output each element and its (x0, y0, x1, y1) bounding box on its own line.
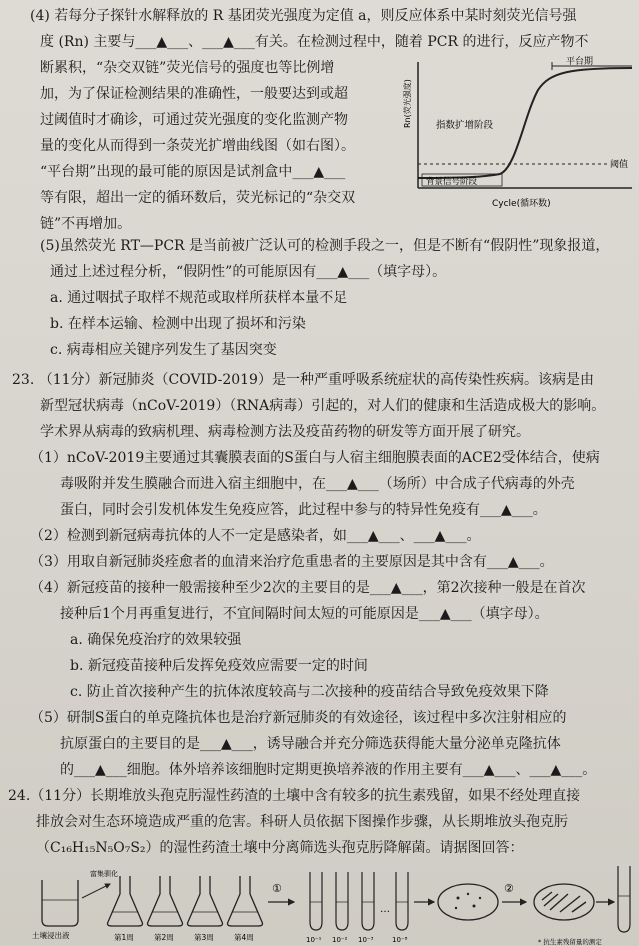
threshold-label: 阈值 (610, 160, 629, 170)
q22-4-line6: 量的变化从而得到一条荧光扩增曲线图（如右图）。 (40, 138, 355, 154)
q22-4-line9: 链”不再增加。 (40, 216, 132, 232)
y-axis-label: Rn(荧光强度) (403, 79, 412, 128)
q24-line3: （C₁₆H₁₅N₅O₇S₂）的湿性药渣土壤中分离筛选头孢克肟降解菌。请据图回答： (36, 840, 524, 856)
flask1-label: 第1周 (114, 933, 134, 942)
q22-5-option-a: a. 通过咽拭子取样不规范或取样所获样本量不足 (50, 290, 348, 306)
ellipsis-icon: … (380, 904, 390, 915)
q23-intro3: 学术界从病毒的致病机理、病毒检测方法及疫苗药物的研发等方面开展了研究。 (40, 424, 530, 440)
flask-week1-icon (108, 876, 143, 926)
q22-4-line4: 加，为了保证检测结果的准确性，一般要达到或超 (40, 86, 348, 102)
q22-5-line2: 通过上述过程分析，“假阴性”的可能原因有___▲___（填字母）。 (50, 264, 447, 280)
dilution-3: 10⁻³ (358, 936, 374, 944)
footnote-label: * 抗生素残留量的测定 (538, 938, 602, 946)
q23-intro1: 23. （11分）新冠肺炎（COVID-2019）是一种严重呼吸系统症状的高传染性疾病。该病是由 (12, 372, 594, 388)
final-test-tube-icon (618, 866, 630, 932)
q23-p1-line2: 毒吸附并发生膜融合而进入宿主细胞中，在___▲___（场所）中合成子代病毒的外壳 (60, 476, 575, 492)
flask-week2-icon (148, 876, 183, 926)
q22-4-line7: “平台期”出现的最可能的原因是试剂盒中___▲___ (40, 164, 346, 180)
test-tube-3-icon (362, 872, 374, 930)
plateau-label: 平台期 (566, 57, 594, 67)
dilution-1: 10⁻¹ (306, 936, 322, 944)
petri-dish-colonies-icon (438, 884, 498, 920)
transfer-arrow (82, 884, 110, 898)
flask2-label: 第2周 (154, 933, 174, 942)
dilution-4: 10⁻⁸ (392, 936, 408, 944)
transfer-label: 富集驯化 (90, 870, 118, 878)
q22-4-line8: 等有限，超出一定的循环数后，荧光标记的“杂交双 (40, 190, 356, 206)
q22-4-line3: 断累积，“杂交双链”荧光信号的强度也等比例增 (40, 60, 335, 76)
q23-intro2: 新型冠状病毒（nCoV-2019）（RNA病毒）引起的，对人们的健康和生活造成极大的影响。 (40, 398, 606, 414)
q23-p1-line3: 蛋白，同时会引发机体发生免疫应答，此过程中参与的特异性免疫有___▲___。 (60, 502, 547, 518)
q23-p2: （2）检测到新冠病毒抗体的人不一定是感染者，如___▲___、___▲___。 (30, 528, 481, 544)
q23-p1-line1: （1）nCoV-2019主要通过其囊膜表面的S蛋白与人宿主细胞膜表面的ACE2受体结合，使病 (30, 450, 600, 466)
q23-p4-line1: （4）新冠疫苗的接种一般需接种至少2次的主要目的是___▲___，第2次接种一般是在首次 (30, 580, 586, 596)
soil-label: 土壤浸出液 (32, 931, 70, 940)
q23-p3: （3）用取自新冠肺炎痊愈者的血清来治疗危重患者的主要原因是其中含有___▲___。 (30, 554, 554, 570)
x-axis-label: Cycle(循环数) (492, 199, 551, 209)
q23-p4-option-c: c. 防止首次接种产生的抗体浓度较高与二次接种的疫苗结合导致免疫效果下降 (70, 684, 549, 700)
amplification-curve-chart (404, 56, 636, 216)
q23-p4-option-b: b. 新冠疫苗接种后发挥免疫效应需要一定的时间 (70, 658, 368, 674)
q24-line2: 排放会对生态环境造成严重的危害。科研人员依据下图操作步骤，从长期堆放头孢克肟 (36, 814, 568, 830)
q23-p5-line1: （5）研制S蛋白的单克隆抗体也是治疗新冠肺炎的有效途径，该过程中多次注射相应的 (30, 710, 567, 726)
exponential-label: 指数扩增阶段 (436, 120, 494, 131)
q22-4-line5: 过阈值时才确诊，可通过荧光强度的变化监测产物 (40, 112, 348, 128)
dilution-2: 10⁻² (332, 936, 348, 944)
flask3-label: 第3周 (194, 933, 214, 942)
q23-p5-line2: 抗原蛋白的主要目的是___▲___，诱导融合并充分筛选获得能大量分泌单克隆抗体 (60, 736, 561, 752)
flask4-label: 第4周 (234, 933, 254, 942)
test-tube-4-icon (396, 872, 408, 930)
experiment-flow-diagram (28, 862, 634, 946)
q22-4-line1: (4) 若每分子探针水解释放的 R 基团荧光强度为定值 a，则反应体系中某时刻荧光信号强 (30, 8, 577, 24)
step1-label: ① (272, 882, 282, 895)
q22-5-line1: (5)虽然荧光 RT—PCR 是当前被广泛认可的检测手段之一，但是不断有“假阴性”现象报道， (40, 238, 610, 254)
flask-week4-icon (228, 876, 263, 926)
q23-p4-option-a: a. 确保免疫治疗的效果较强 (70, 632, 242, 648)
flask-week3-icon (188, 876, 223, 926)
q22-5-option-c: c. 病毒相应关键序列发生了基因突变 (50, 342, 277, 358)
q24-line1: 24.（11分）长期堆放头孢克肟湿性药渣的土壤中含有较多的抗生素残留，如果不经处理直接 (8, 788, 581, 804)
soil-beaker-icon (42, 880, 78, 926)
q22-5-option-b: b. 在样本运输、检测中出现了损坏和污染 (50, 316, 306, 332)
q22-4-line2: 度 (Rn) 主要与___▲___、___▲___有关。在检测过程中，随着 PCR 的进行，反应产物不 (40, 34, 589, 50)
q23-p4-line2: 接种后1个月再重复进行，不宜间隔时间太短的可能原因是___▲___（填字母）。 (60, 606, 549, 622)
test-tube-1-icon (310, 872, 322, 930)
q23-p5-line3: 的___▲___细胞。体外培养该细胞时定期更换培养液的作用主要有___▲___、___▲___。 (60, 762, 597, 778)
step2-label: ② (504, 882, 514, 895)
baseline-label: 背景信号阶段 (426, 177, 478, 187)
test-tube-2-icon (336, 872, 348, 930)
petri-dish-streak-icon (534, 884, 594, 920)
